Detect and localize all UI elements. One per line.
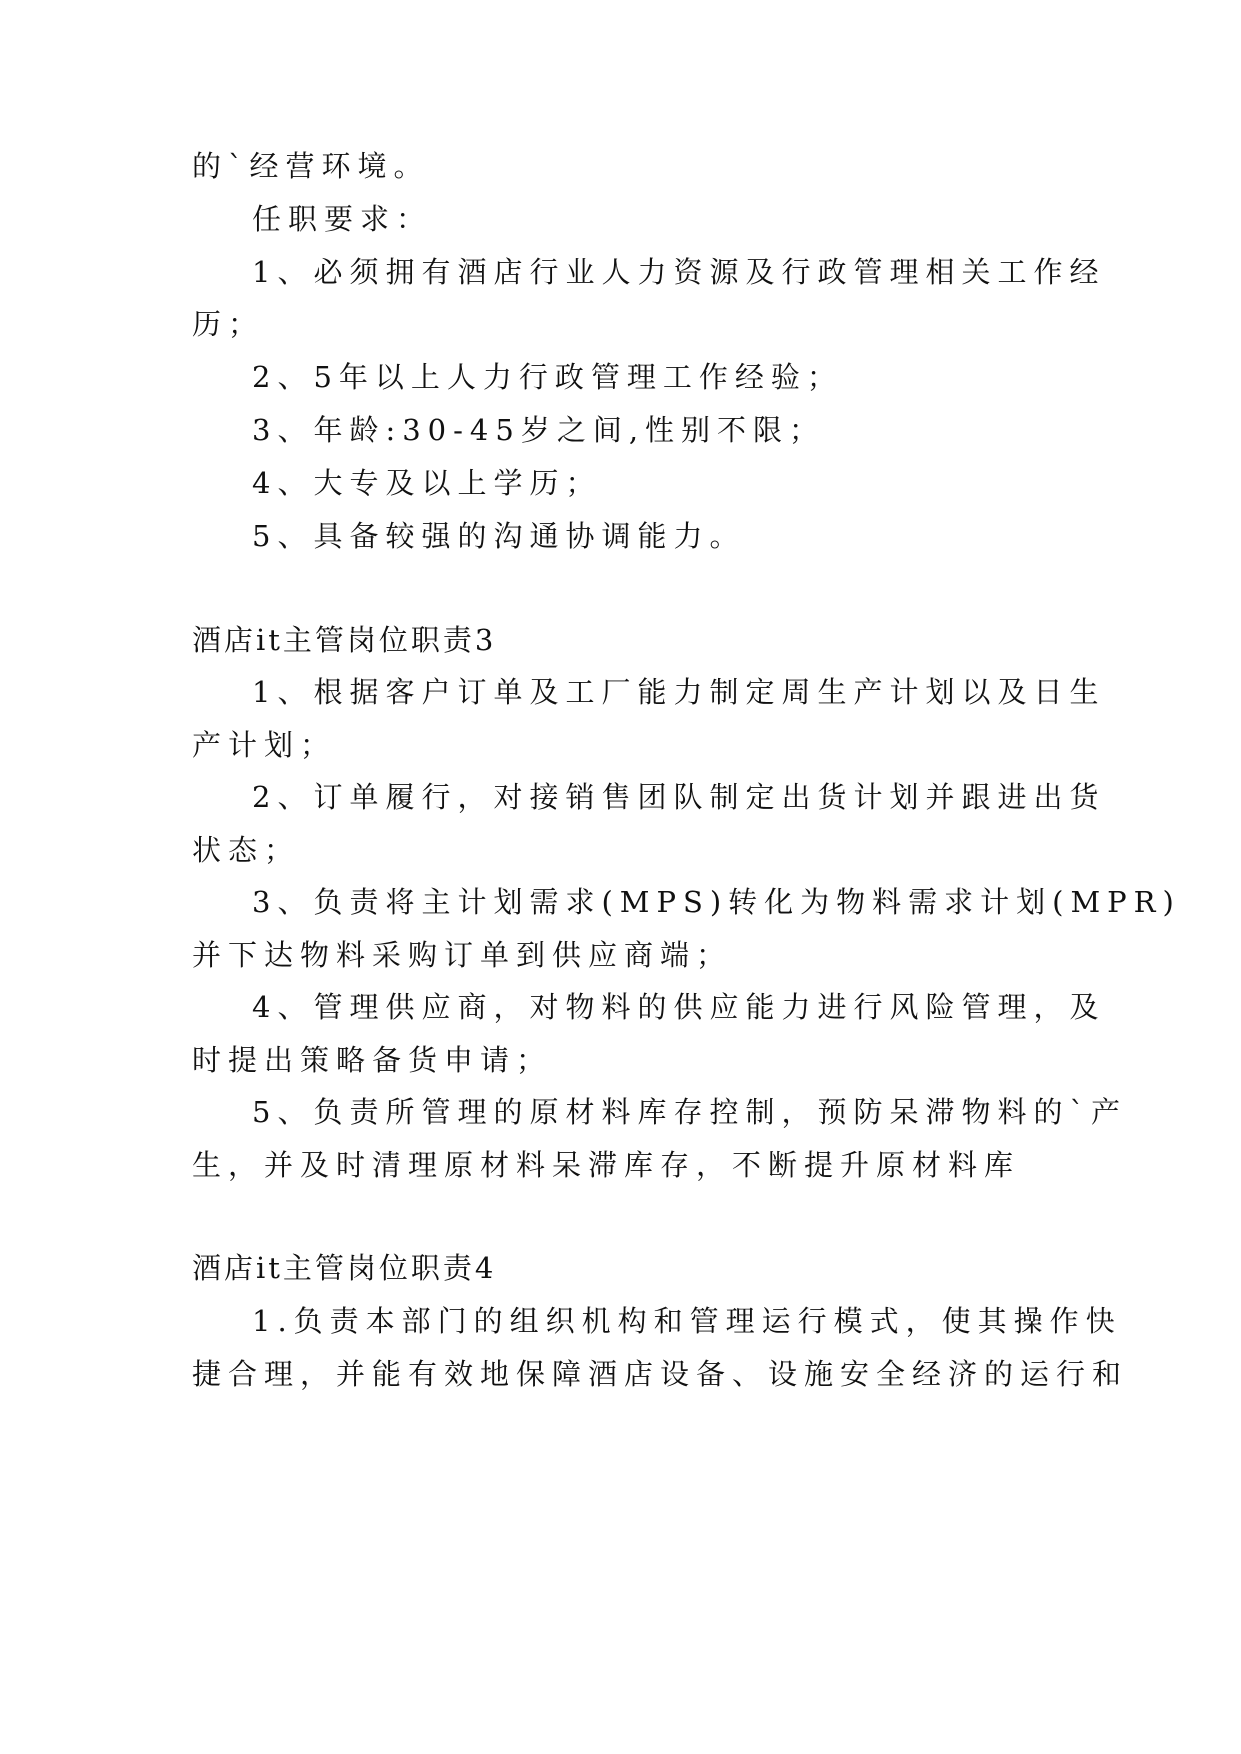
section-3-item-4-line-1: 4、管理供应商，对物料的供应能力进行风险管理，及	[252, 990, 1106, 1024]
section-3-item-3-line-1: 3、负责将主计划需求(MPS)转化为物料需求计划(MPR)	[252, 885, 1181, 919]
requirement-1-line-1: 1、必须拥有酒店行业人力资源及行政管理相关工作经	[252, 255, 1106, 289]
section-3-title: 酒店it主管岗位职责3	[192, 623, 497, 657]
section-3-item-3-line-2: 并下达物料采购订单到供应商端；	[192, 938, 733, 972]
requirement-4: 4、大专及以上学历；	[252, 466, 602, 500]
section-3-item-5-line-1: 5、负责所管理的原材料库存控制，预防呆滞物料的`产	[252, 1095, 1127, 1129]
requirements-title: 任职要求：	[252, 202, 433, 236]
section-3-item-2-line-2: 状态；	[192, 833, 301, 867]
section-3-item-1-line-2: 产计划；	[192, 728, 337, 762]
requirement-3: 3、年龄:30-45岁之间,性别不限；	[252, 413, 826, 447]
section-3-item-2-line-1: 2、订单履行，对接销售团队制定出货计划并跟进出货	[252, 780, 1106, 814]
section-4-item-1-line-2: 捷合理，并能有效地保障酒店设备、设施安全经济的运行和	[192, 1357, 1129, 1391]
requirement-5: 5、具备较强的沟通协调能力。	[252, 519, 746, 553]
section-3-item-5-line-2: 生，并及时清理原材料呆滞库存，不断提升原材料库	[192, 1148, 1021, 1182]
section-4-title: 酒店it主管岗位职责4	[192, 1251, 497, 1285]
requirement-1-line-2: 历；	[192, 307, 265, 341]
paragraph-continuation: 的`经营环境。	[192, 149, 430, 183]
section-3-item-4-line-2: 时提出策略备货申请；	[192, 1043, 553, 1077]
section-3-item-1-line-1: 1、根据客户订单及工厂能力制定周生产计划以及日生	[252, 675, 1106, 709]
section-4-item-1-line-1: 1.负责本部门的组织机构和管理运行模式，使其操作快	[252, 1304, 1122, 1338]
requirement-2: 2、5年以上人力行政管理工作经验；	[252, 360, 843, 394]
